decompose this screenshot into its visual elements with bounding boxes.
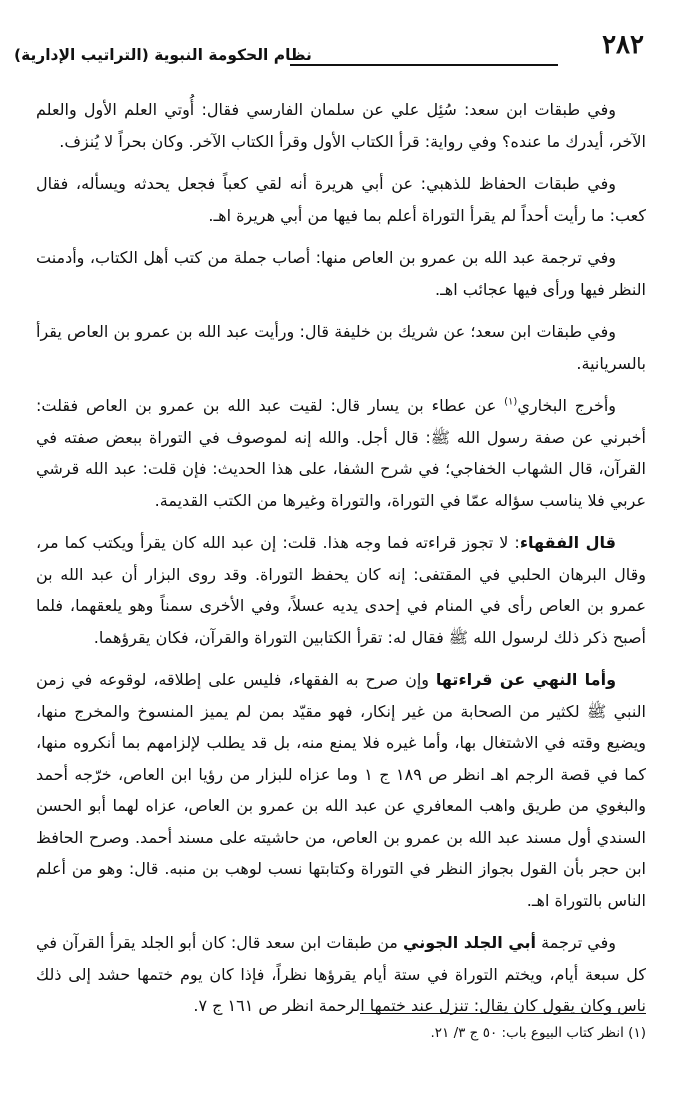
body-text [36,94,646,1033]
paragraph: وفي طبقات ابن سعد: سُئِل علي عن سلمان الفارسي فقال: أُوتي العلم الأول والعلم الآخر، أيدرك ما عنده؟ وفي رواية: قرأ الكتاب الأول وقرأ الكتاب الآخر. وكان بحراً لا يُنزف. [36,100,646,151]
bold-lead: وأما النهي عن قراءتها [435,670,617,689]
footnote: (١) انظر كتاب البيوع باب: ٥٠ ج ٣/ ٢١. [430,1025,646,1041]
paragraph: وفي ترجمة عبد الله بن عمرو بن العاص منها: أصاب جملة من كتب أهل الكتاب، وأدمنت النظر فيها ورأى فيها عجائب اهـ. [36,248,646,299]
page-number: ٢٨٢ [602,30,644,60]
paragraph: وأخرج البخاري$^{(١)}$ عن عطاء بن يسار قال: لقيت عبد الله بن عمرو بن العاص فقلت: أخبرني عن صفة رسول الله ﷺ: قال أجل. والله إنه لموصوف في التوراة ببعض صفته في القرآن، قال الشهاب الخفاجي؛ في شرح الشفا، على هذا الحديث: فإن قلت: عبد الله قرشي عربي فلا يناسب سؤاله عمّا في التوراة، والتوراة وغيرها من الكتب القديمة. [36,396,646,510]
footnote-reference[interactable]: (١) [504,396,518,408]
running-title: نظام الحكومة النبوية (التراتيب الإدارية) [14,46,312,64]
bold-name: أبي الجلد الجوني [403,933,537,952]
header-rule [290,64,558,66]
paragraph: وفي ترجمة أبي الجلد الجوني من طبقات ابن سعد قال: كان أبو الجلد يقرأ القرآن في كل سبعة أيام، ويختم التوراة في ستة أيام يقرؤها نظراً، فإذا كان يوم ختمها حشد إلى ذلك ناس وكان يقول كان يقال: تنزل عند ختمها الرحمة انظر ص ١٦١ ج ٧. [36,933,646,1015]
paragraph: وأما النهي عن قراءتها وإن صرح به الفقهاء، فليس على إطلاقه، لوقوعه في زمن النبي ﷺ لكثير من الصحابة من غير إنكار، فهو مقيّد بمن لم يميز المنسوخ والمخرج منها، ويضيع وقته في الاشتغال بها، وأما غيره فلا يمنع منه، بل قد يطلب لإلزامهم بما أنكروه منها، كما في قصة الرجم اهـ انظر ص ١٨٩ ج ١ وما عزاه للبزار من رؤيا ابن العاص، خرّجه أحمد والبغوي من طريق واهب المعافري عن عبد الله بن عمرو بن العاص، عزاه لهما أبو الحسن السندي أول مسند عبد الله بن عمرو بن العاص، من حاشيته على مسند أحمد. وصرح الحافظ ابن حجر بأن القول بجواز النظر في التوراة وكتابتها نسب لوهب بن منبه. قال: وهو من أعلم الناس بالتوراة اهـ. [36,670,646,910]
footnote-rule [360,1013,646,1014]
paragraph: قال الفقهاء: لا تجوز قراءته فما وجه هذا. قلت: إن عبد الله كان يقرأ ويكتب كما مر، وقال البرهان الحلبي في المقتفى: إنه كان يحفظ التوراة. وقد روى البزار أن عبد الله بن عمرو بن العاص رأى في المنام في إحدى يديه عسلاً، وفي الأخرى سمناً وهو يلعقهما، فلما أصبح ذكر ذلك لرسول الله ﷺ فقال له: تقرأ الكتابين التوراة والقرآن، فكان يقرؤهما. [36,533,646,647]
paragraph: وفي طبقات الحفاظ للذهبي: عن أبي هريرة أنه لقي كعباً فجعل يحدثه ويسأله، فقال كعب: ما رأيت أحداً لم يقرأ التوراة أعلم بما فيها من أبي هريرة اهـ. [36,174,646,225]
page-header [14,24,644,76]
bold-lead: قال الفقهاء [519,533,616,552]
paragraph: وفي طبقات ابن سعد؛ عن شريك بن خليفة قال: ورأيت عبد الله بن عمرو بن العاص يقرأ بالسريانية. [36,322,646,373]
